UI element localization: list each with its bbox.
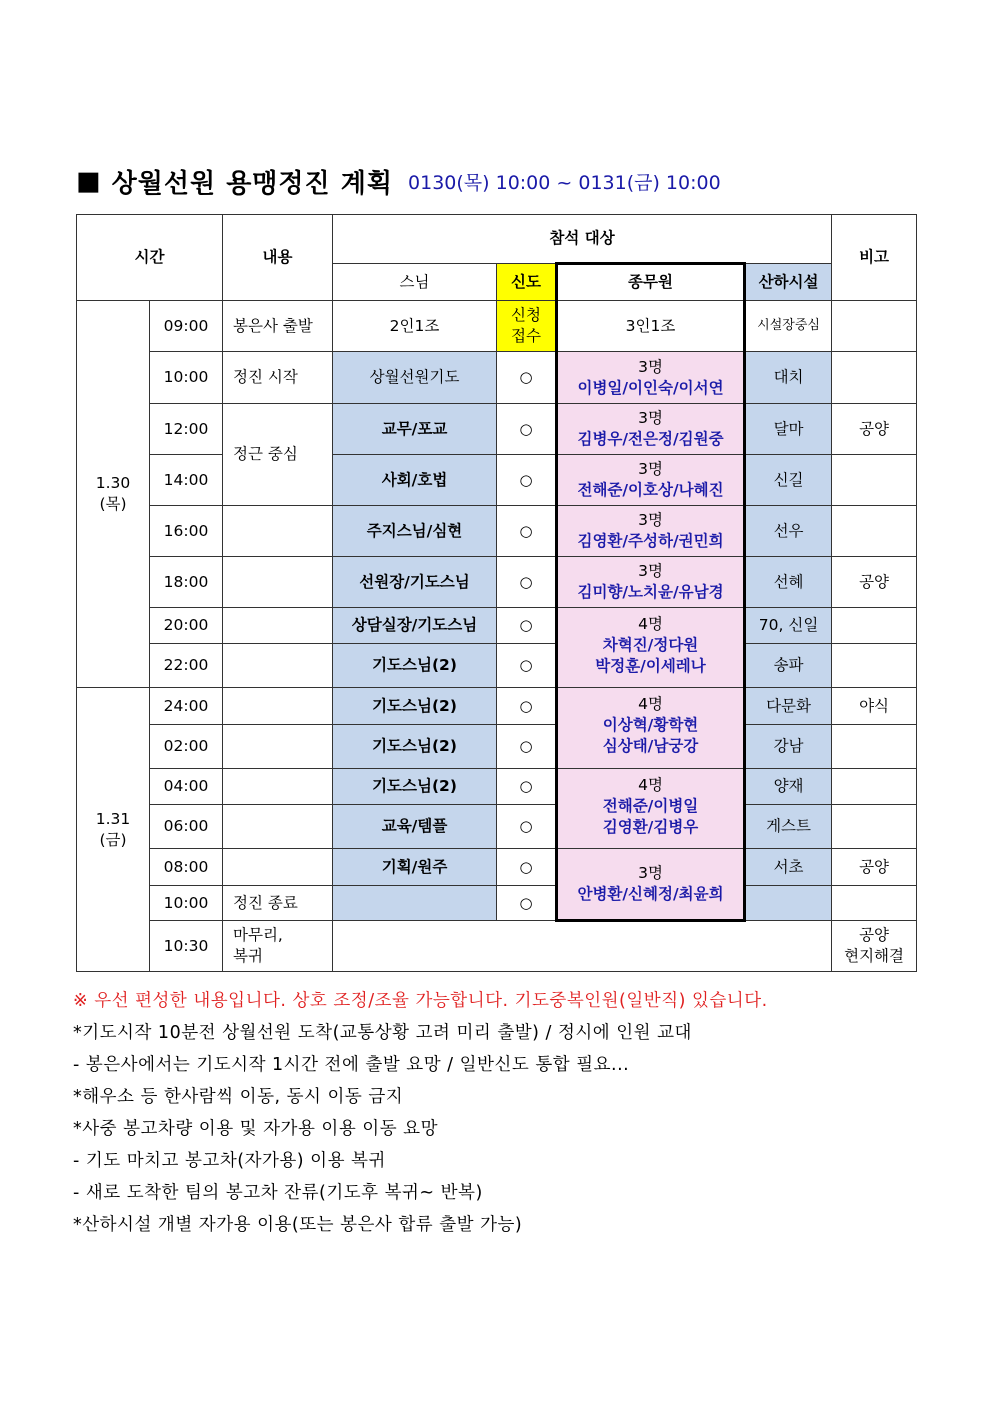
content-cell: 정진 시작 [223, 352, 333, 404]
facility-cell: 달마 [745, 404, 832, 455]
header-time: 시간 [77, 215, 223, 301]
note-cell: 야식 [832, 688, 917, 725]
table-row [77, 849, 917, 886]
table-row [77, 608, 917, 644]
date-2-line2: (금) [99, 830, 127, 849]
time-cell: 10:00 [150, 352, 223, 404]
note-warning: ※ 우선 편성한 내용입니다. 상호 조정/조율 가능합니다. 기도중복인원(일반직) 있습니다. [73, 991, 768, 1011]
time-cell: 04:00 [150, 769, 223, 805]
table-row [77, 352, 917, 404]
note-cell [832, 769, 917, 805]
monk-cell: 교육/템플 [333, 805, 497, 849]
note-cell [832, 301, 917, 352]
table-row [77, 644, 917, 688]
monk-cell: 기도스님(2) [333, 769, 497, 805]
time-cell: 12:00 [150, 404, 223, 455]
content-cell [223, 849, 333, 886]
staff-names-2: 심상태/남궁강 [602, 736, 699, 755]
staff-count: 4명 [638, 776, 663, 794]
note-line1: 공양 [859, 926, 890, 945]
date-1-line2: (목) [99, 495, 127, 513]
wrapup-line2: 복귀 [233, 947, 263, 965]
header-content: 내용 [223, 215, 333, 301]
content-cell [223, 506, 333, 557]
schedule-table [76, 214, 917, 972]
monk-cell: 선원장/기도스님 [333, 557, 497, 608]
staff-names: 안병환/신혜정/최윤희 [577, 885, 724, 903]
content-cell [223, 921, 333, 972]
note-line: - 기도 마치고 봉고차(자가용) 이용 복귀 [73, 1151, 386, 1171]
date-1-line1: 1.30 [95, 474, 131, 493]
monk-cell: 기도스님(2) [333, 725, 497, 769]
staff-group-cell [557, 506, 745, 557]
time-cell: 10:00 [150, 886, 223, 921]
title-period: 0130(목) 10:00 ~ 0131(금) 10:00 [408, 172, 721, 194]
content-cell [223, 644, 333, 688]
facility-cell: 시설장중심 [745, 301, 832, 352]
table-row [77, 404, 917, 455]
layman-cell: ○ [497, 849, 557, 886]
facility-cell: 서초 [745, 849, 832, 886]
time-cell: 02:00 [150, 725, 223, 769]
monk-cell: 2인1조 [333, 301, 497, 352]
layman-cell: ○ [497, 608, 557, 644]
staff-group-cell [557, 455, 745, 506]
staff-names: 김미향/노치윤/유남경 [577, 583, 724, 601]
title-text: 상월선원 용맹정진 계획 [111, 169, 393, 199]
content-cell [223, 557, 333, 608]
layman-cell: ○ [497, 557, 557, 608]
monk-cell: 기획/원주 [333, 849, 497, 886]
layman-apply-line2: 접수 [511, 327, 541, 345]
note-cell: 공양 [832, 557, 917, 608]
staff-count: 4명 [638, 695, 663, 713]
content-cell [223, 769, 333, 805]
header-staff: 종무원 [557, 264, 745, 301]
note-line: *사중 봉고차량 이용 및 자가용 이용 이동 요망 [73, 1119, 438, 1139]
monk-cell: 사회/호법 [333, 455, 497, 506]
facility-cell: 선우 [745, 506, 832, 557]
facility-cell: 강남 [745, 725, 832, 769]
content-cell: 봉은사 출발 [223, 301, 333, 352]
layman-cell: ○ [497, 455, 557, 506]
facility-cell: 양재 [745, 769, 832, 805]
date-cell-1 [77, 301, 150, 688]
time-cell: 20:00 [150, 608, 223, 644]
time-cell: 09:00 [150, 301, 223, 352]
staff-names: 이병일/이인숙/이서연 [577, 378, 724, 397]
table-row [77, 455, 917, 506]
monk-cell: 기도스님(2) [333, 644, 497, 688]
staff-names: 김영환/주성하/권민희 [577, 532, 724, 550]
facility-cell: 다문화 [745, 688, 832, 725]
content-cell [223, 725, 333, 769]
time-cell: 24:00 [150, 688, 223, 725]
date-cell-2 [77, 688, 150, 972]
note-line: - 새로 도착한 팀의 봉고차 잔류(기도후 복귀~ 반복) [73, 1183, 483, 1203]
time-cell: 10:30 [150, 921, 223, 972]
staff-count: 3명 [638, 562, 663, 581]
time-cell: 08:00 [150, 849, 223, 886]
facility-cell: 게스트 [745, 805, 832, 849]
note-line: *산하시설 개별 자가용 이용(또는 봉은사 합류 출발 가능) [73, 1215, 523, 1235]
time-cell: 16:00 [150, 506, 223, 557]
note-line: *해우소 등 한사람씩 이동, 동시 이동 금지 [73, 1087, 404, 1107]
table-row [77, 921, 917, 972]
staff-group-cell [557, 769, 745, 849]
layman-cell: ○ [497, 352, 557, 404]
staff-names-1: 차혁진/정다원 [602, 635, 699, 654]
content-cell [223, 805, 333, 849]
note-line2: 현지해결 [844, 947, 905, 965]
table-row [77, 805, 917, 849]
header-attendees: 참석 대상 [333, 215, 832, 264]
facility-cell: 70, 신일 [745, 608, 832, 644]
layman-cell: ○ [497, 404, 557, 455]
time-cell: 22:00 [150, 644, 223, 688]
layman-cell: ○ [497, 769, 557, 805]
page-title [76, 163, 721, 199]
staff-group-cell [557, 849, 745, 921]
note-cell [832, 805, 917, 849]
note-line: - 봉은사에서는 기도시작 1시간 전에 출발 요망 / 일반신도 통합 필요... [73, 1055, 630, 1075]
time-cell: 06:00 [150, 805, 223, 849]
monk-cell: 기도스님(2) [333, 688, 497, 725]
table-row [77, 506, 917, 557]
note-cell: 공양 [832, 404, 917, 455]
layman-cell: ○ [497, 725, 557, 769]
layman-cell: ○ [497, 644, 557, 688]
monk-cell: 상담실장/기도스님 [333, 608, 497, 644]
table-row [77, 769, 917, 805]
staff-group-cell [557, 404, 745, 455]
layman-cell: ○ [497, 886, 557, 921]
table-row [77, 725, 917, 769]
staff-count: 3명 [638, 511, 663, 530]
facility-cell [745, 886, 832, 921]
content-cell [223, 608, 333, 644]
monk-cell [333, 886, 497, 921]
staff-group-cell [557, 557, 745, 608]
time-cell: 14:00 [150, 455, 223, 506]
note-line: *기도시작 10분전 상월선원 도착(교통상황 고려 미리 출발) / 정시에 인원 교대 [73, 1023, 692, 1043]
staff-count: 3명 [638, 357, 663, 376]
table-row [77, 557, 917, 608]
staff-count: 3명 [638, 460, 663, 479]
note-cell [832, 608, 917, 644]
monk-cell: 교무/포교 [333, 404, 497, 455]
layman-apply-line1: 신청 [511, 306, 541, 325]
header-facility: 산하시설 [745, 264, 832, 301]
layman-cell: ○ [497, 506, 557, 557]
facility-cell: 신길 [745, 455, 832, 506]
date-2-line1: 1.31 [95, 809, 131, 828]
layman-cell: ○ [497, 805, 557, 849]
staff-names: 전해준/이호상/나혜진 [577, 481, 724, 499]
monk-cell: 상월선원기도 [333, 352, 497, 404]
content-cell [223, 688, 333, 725]
notes-section [73, 985, 953, 1241]
facility-cell: 송파 [745, 644, 832, 688]
header-monk: 스님 [333, 264, 497, 301]
note-cell [832, 506, 917, 557]
note-cell [832, 455, 917, 506]
staff-count: 3명 [638, 864, 663, 883]
note-cell [832, 644, 917, 688]
note-cell [832, 725, 917, 769]
wrapup-line1: 마무리, [233, 926, 283, 945]
header-note: 비고 [832, 215, 917, 301]
note-cell [832, 921, 917, 972]
content-cell: 정근 중심 [223, 404, 333, 506]
staff-names-2: 박정훈/이세레나 [595, 656, 706, 675]
staff-names-2: 김영환/김병우 [602, 817, 699, 836]
layman-cell [497, 301, 557, 352]
staff-group-cell [557, 608, 745, 688]
square-bullet-icon: ■ [76, 166, 101, 197]
staff-count: 3명 [638, 409, 663, 428]
table-row [77, 301, 917, 352]
staff-names-1: 이상혁/황학현 [602, 715, 699, 734]
time-cell: 18:00 [150, 557, 223, 608]
monk-cell: 주지스님/심현 [333, 506, 497, 557]
note-cell: 공양 [832, 849, 917, 886]
table-row [77, 886, 917, 921]
staff-group-cell [557, 352, 745, 404]
staff-names: 김병우/전은정/김원중 [577, 430, 724, 448]
staff-group-cell [557, 688, 745, 769]
table-row [77, 688, 917, 725]
empty-merged-cell [333, 921, 832, 972]
layman-cell: ○ [497, 688, 557, 725]
content-cell: 정진 종료 [223, 886, 333, 921]
staff-count: 4명 [638, 615, 663, 633]
facility-cell: 선혜 [745, 557, 832, 608]
staff-names-1: 전해준/이병일 [602, 796, 699, 815]
facility-cell: 대치 [745, 352, 832, 404]
note-cell [832, 886, 917, 921]
staff-cell: 3인1조 [557, 301, 745, 352]
header-layman: 신도 [497, 264, 557, 301]
note-cell [832, 352, 917, 404]
